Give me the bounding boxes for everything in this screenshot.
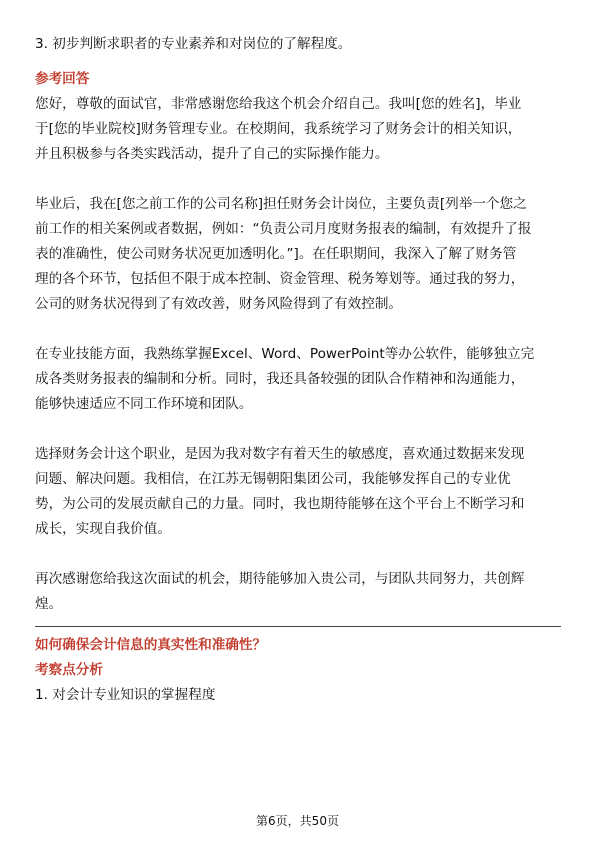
answer-line: 再次感谢您给我这次面试的机会，期待能够加入贵公司，与团队共同努力，共创辉 — [35, 571, 525, 587]
answer-line: 表的准确性，使公司财务状况更加透明化。”]。在任职期间，我深入了解了财务管 — [35, 246, 517, 262]
answer-paragraph-2 — [35, 192, 561, 317]
answer-line: 您好，尊敬的面试官，非常感谢您给我这个机会介绍自己。我叫[您的姓名]，毕业 — [35, 96, 522, 112]
page-content — [35, 32, 561, 708]
reference-answer-heading: 参考回答 — [35, 71, 90, 87]
answer-line: 煌。 — [35, 596, 63, 612]
answer-paragraph-1 — [35, 92, 561, 167]
answer-paragraph-4 — [35, 442, 561, 542]
question-heading: 如何确保会计信息的真实性和准确性？ — [35, 637, 267, 653]
answer-line: 问题、解决问题。我相信，在江苏无锡朝阳集团公司，我能够发挥自己的专业优 — [35, 471, 511, 487]
answer-line: 在专业技能方面，我熟练掌握Excel、Word、PowerPoint等办公软件，能够独立完 — [35, 346, 535, 362]
answer-paragraph-5 — [35, 567, 561, 617]
answer-line: 选择财务会计这个职业，是因为我对数字有着天生的敏感度，喜欢通过数据来发现 — [35, 446, 525, 462]
answer-line: 公司的财务状况得到了有效改善，财务风险得到了有效控制。 — [35, 296, 403, 312]
answer-line: 毕业后，我在[您之前工作的公司名称]担任财务会计岗位，主要负责[列举一个您之 — [35, 196, 527, 212]
answer-line: 成长，实现自我价值。 — [35, 521, 171, 537]
answer-line: 前工作的相关案例或者数据，例如：“负责公司月度财务报表的编制，有效提升了报 — [35, 221, 532, 237]
section-divider — [35, 626, 561, 627]
answer-paragraph-3 — [35, 342, 561, 417]
answer-body — [35, 92, 561, 617]
analysis-heading: 考察点分析 — [35, 662, 103, 678]
answer-line: 于[您的毕业院校]财务管理专业。在校期间，我系统学习了财务会计的相关知识， — [35, 121, 522, 137]
page-number: 第6页，共50页 — [256, 814, 339, 828]
answer-line: 能够快速适应不同工作环境和团队。 — [35, 396, 253, 412]
answer-line: 理的各个环节，包括但不限于成本控制、资金管理、税务筹划等。通过我的努力， — [35, 271, 525, 287]
answer-line: 并且积极参与各类实践活动，提升了自己的实际操作能力。 — [35, 146, 389, 162]
analysis-item-3: 3. 初步判断求职者的专业素养和对岗位的了解程度。 — [35, 36, 352, 52]
answer-line: 势，为公司的发展贡献自己的力量。同时，我也期待能够在这个平台上不断学习和 — [35, 496, 525, 512]
answer-line: 成各类财务报表的编制和分析。同时，我还具备较强的团队合作精神和沟通能力， — [35, 371, 525, 387]
analysis-item-1: 1. 对会计专业知识的掌握程度 — [35, 687, 216, 703]
